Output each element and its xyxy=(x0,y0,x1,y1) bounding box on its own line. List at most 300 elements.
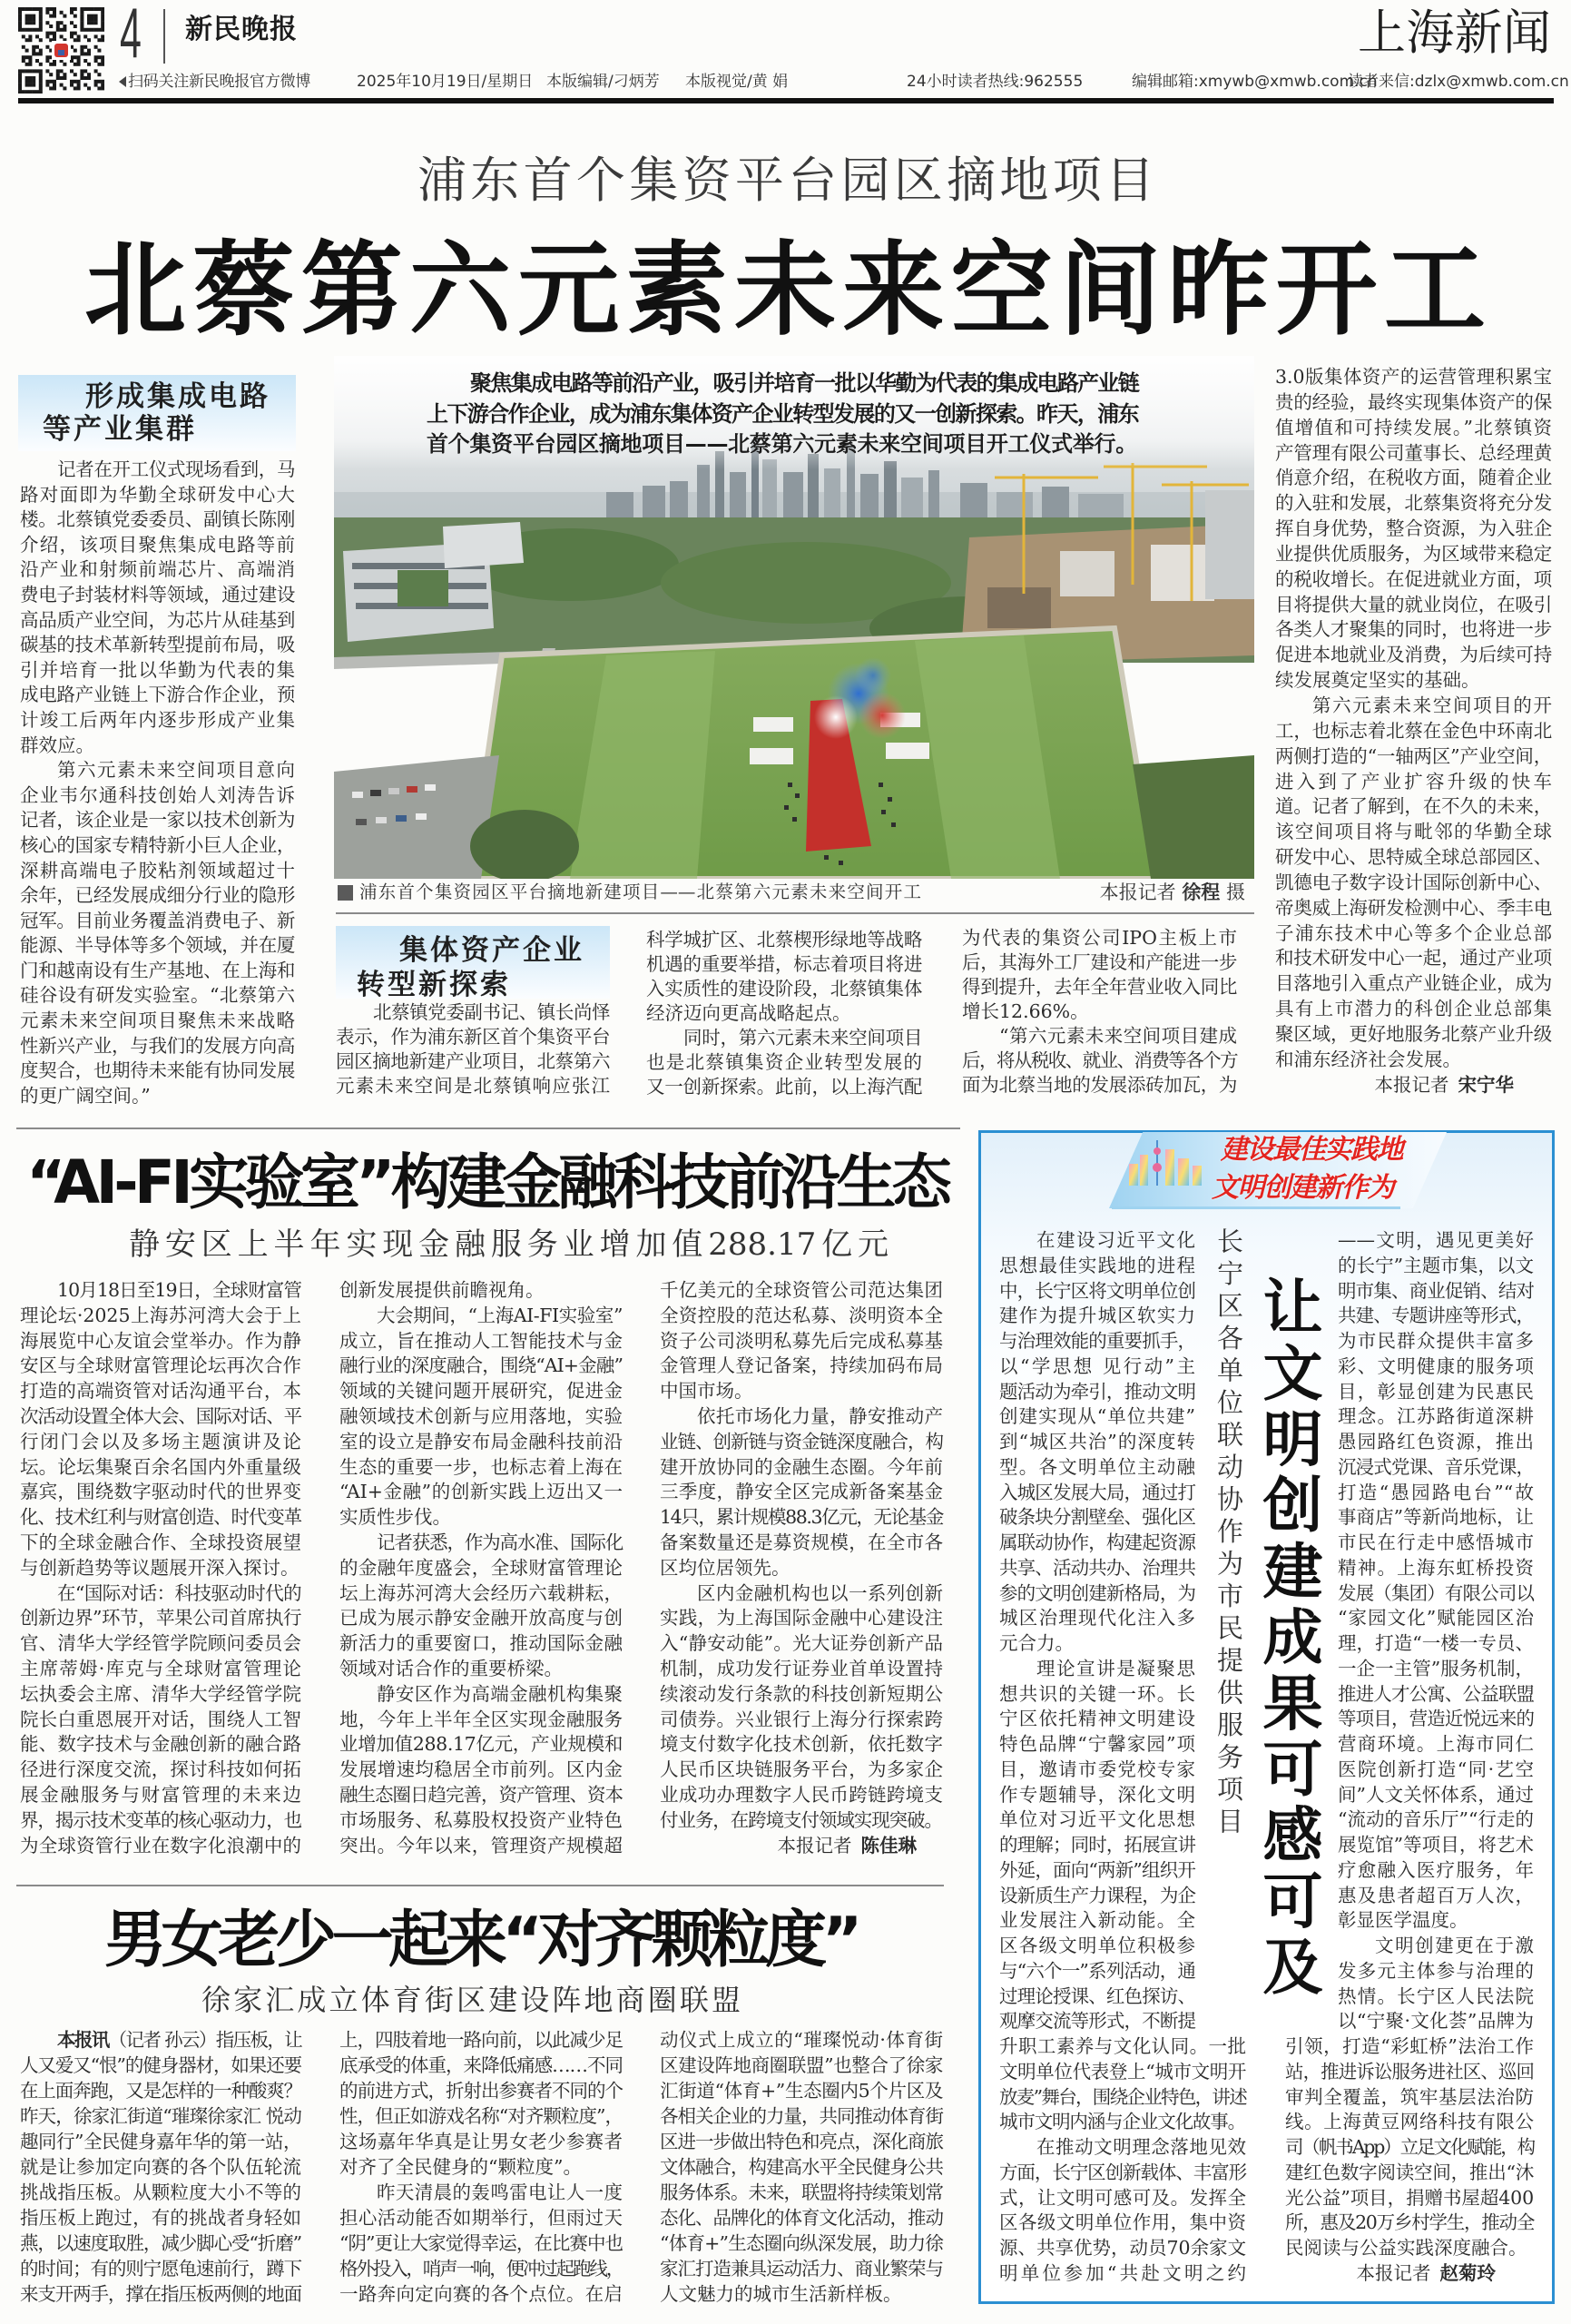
text-line: 对齐了全民健身的“颗粒度”。 xyxy=(339,2156,582,2178)
text-line: 发多元主体参与治理的 xyxy=(1338,1959,1534,1982)
text-line: 资子公司淡明私募先后完成私募基 xyxy=(660,1329,943,1352)
skyline-building xyxy=(1129,1164,1138,1186)
text-line: 推进人才公寓、公益联盟 xyxy=(1338,1682,1534,1705)
text-line: 挥自身优势，整合资源，为入驻企 xyxy=(1275,517,1552,540)
qr-module xyxy=(101,11,104,15)
text-line: 家汇打造兼具运动活力、商业繁荣与 xyxy=(660,2258,943,2280)
qr-module xyxy=(39,76,43,80)
subhead-box xyxy=(18,375,296,451)
text-line: 中，长宁区将文明单位创 xyxy=(999,1279,1195,1302)
text-line: 机制，成功发行证券业首单设置持 xyxy=(660,1657,943,1679)
dateline-line xyxy=(20,2027,301,2053)
person xyxy=(879,783,883,787)
text-line: 帝奥威上海研发检测中心、季丰电 xyxy=(1275,896,1552,919)
qr-module xyxy=(60,84,64,87)
qr-module xyxy=(94,55,98,59)
qr-module xyxy=(45,32,49,35)
qr-module xyxy=(83,84,87,87)
qr-module xyxy=(74,7,77,11)
qr-module xyxy=(53,63,56,66)
qr-module xyxy=(70,84,74,87)
text-line: 千亿美元的全球资管公司范达集团 xyxy=(660,1279,943,1301)
foundation-pit xyxy=(987,587,1051,628)
text-line: 后，其海外工厂建设和产能进一步 xyxy=(962,950,1237,973)
text-line: 记者在开工仪式现场看到，马 xyxy=(57,458,295,480)
text-line: 人又爱又“恨”的健身器材，如果还要 xyxy=(20,2054,301,2076)
text-line: 为代表的集资公司IPO主板上市 xyxy=(962,926,1237,949)
qr-module xyxy=(32,69,35,73)
text-line: 安区与全球财富管理论坛再次合作 xyxy=(20,1354,301,1377)
qr-module xyxy=(39,49,43,53)
dateline: 本报讯 xyxy=(57,2029,109,2051)
qr-module xyxy=(18,28,22,32)
qr-module xyxy=(80,76,83,80)
text-line: 10月18日至19日，全球财富管 xyxy=(57,1279,301,1301)
qr-caption: 扫码关注新民晚报官方微博 xyxy=(128,73,310,91)
qr-module xyxy=(32,84,35,87)
qr-module xyxy=(18,21,22,25)
qr-module xyxy=(101,28,104,32)
qr-module xyxy=(101,86,104,90)
text-line: 碳基的技术革新转型提前布局，吸 xyxy=(20,634,295,656)
qr-module xyxy=(74,86,77,90)
text-line: 院长白重恩展开对话，围绕人工智 xyxy=(20,1708,301,1730)
text-line: 坛执委会主席、清华大学经管学院 xyxy=(20,1682,301,1705)
text-line: 审判全覆盖，筑牢基层法治防 xyxy=(1285,2085,1534,2108)
car xyxy=(356,819,367,825)
text-line: 业增加值288.17亿元，产业规模和 xyxy=(339,1733,623,1756)
byline xyxy=(660,1834,943,1859)
qr-module xyxy=(18,69,22,73)
text-line: 静安区作为高端金融机构集聚 xyxy=(377,1682,623,1705)
qr-module xyxy=(97,80,101,84)
qr-module xyxy=(87,63,91,66)
text-line: “流动的音乐厅”“行走的 xyxy=(1338,1808,1534,1831)
qr-module xyxy=(101,63,104,66)
qr-module xyxy=(22,45,25,49)
qr-module xyxy=(32,15,35,18)
qr-module xyxy=(49,15,53,18)
qr-module xyxy=(97,7,101,11)
text-line: 方面，长宁区创新载体、丰富形 xyxy=(999,2161,1246,2183)
text-line: 态化、品牌化的体育文化活动，推动 xyxy=(660,2207,943,2229)
text-line: 业链、创新链与资金链深度融合，构 xyxy=(660,1430,943,1452)
qr-module xyxy=(87,49,91,53)
qr-module xyxy=(45,34,49,38)
fitness-column-2 xyxy=(339,2027,623,2307)
qr-module xyxy=(94,7,98,11)
text-line: 以“学思想 见行动”主 xyxy=(999,1354,1195,1377)
text-line: 核心的国家专精特新小巨人企业， xyxy=(20,833,295,856)
text-line: 汇街道“体育+”生态圈内5个片区及 xyxy=(660,2080,943,2102)
text-line: 径进行深度交流，探讨科技如何拓 xyxy=(20,1758,301,1781)
qr-module xyxy=(25,49,29,53)
qr-module xyxy=(25,63,29,66)
main-headline: 北蔡第六元素未来空间昨开工 xyxy=(84,231,1486,350)
car xyxy=(370,790,381,796)
photo-credit-suffix: 摄 xyxy=(1226,881,1245,903)
text-line: 文体融合，构建高水平全民健身公共 xyxy=(660,2156,943,2178)
text-line: 以“宁聚·文化荟”品牌为 xyxy=(1338,2010,1534,2033)
qr-module xyxy=(22,7,25,11)
text-line: 群效应。 xyxy=(20,734,94,756)
qr-module xyxy=(18,80,22,84)
text-line: 俏意介绍，在税收方面，随着企业 xyxy=(1275,467,1552,489)
text-line: 与创新趋势等议题展开深入探讨。 xyxy=(20,1556,299,1579)
text-line: 城市文明内涵与企业文化故事。 xyxy=(999,2111,1245,2133)
qr-module xyxy=(25,17,29,21)
text-line: 到“城区共治”的深度转 xyxy=(999,1431,1195,1452)
qr-module xyxy=(60,11,64,15)
ai-fi-column-2 xyxy=(339,1278,623,1858)
text-line: 文明创建更在于激 xyxy=(1375,1935,1534,1956)
text-line: 入“静安动能”。光大证券创新产品 xyxy=(660,1632,943,1655)
qr-module xyxy=(91,15,94,18)
text-line: 同时，第六元素未来空间项目 xyxy=(683,1026,922,1049)
text-line: 人民币区块链服务平台，为多家企 xyxy=(660,1758,943,1781)
qr-module xyxy=(80,73,83,76)
text-line: 放麦”舞台，围绕企业特色，讲述 xyxy=(999,2085,1246,2108)
qr-module xyxy=(60,28,64,32)
text-line: 第六元素未来空间项目意向 xyxy=(57,759,295,782)
qr-module xyxy=(60,76,64,80)
qr-module xyxy=(87,7,91,11)
banner-line: 文明创建新作为 xyxy=(1212,1172,1393,1204)
text-line: “AI+金融”的创新实践上迈出又一 xyxy=(339,1481,623,1503)
text-line: 所，惠及20万乡村学生，推动全 xyxy=(1285,2211,1534,2234)
section-rule xyxy=(16,1885,944,1886)
qr-module xyxy=(77,86,81,90)
text-line: 中国市场。 xyxy=(660,1380,753,1403)
ai-fi-subtitle: 静安区上半年实现金融服务业增加值288.17亿元 xyxy=(129,1226,889,1263)
page-editor: 本版编辑/刁炳芳 xyxy=(546,73,660,91)
text-line: 就是让参加定向赛的各个队伍轮流 xyxy=(20,2156,301,2178)
text-line: 聚区域，更好地服务北蔡产业升级 xyxy=(1275,1022,1552,1045)
qr-module xyxy=(94,80,98,84)
qr-module xyxy=(25,69,29,73)
building xyxy=(901,478,923,524)
person xyxy=(881,810,886,814)
qr-module xyxy=(28,63,32,66)
qr-module xyxy=(28,90,32,94)
text-line: 站，推进诉讼服务进社区、巡回 xyxy=(1285,2060,1534,2083)
text-line: 深耕高端电子胶粘剂领域超过十 xyxy=(20,859,295,881)
qr-module xyxy=(35,28,39,32)
car xyxy=(388,788,399,794)
qr-module xyxy=(32,17,35,21)
text-line: 的理解；同时，拓展宣讲 xyxy=(999,1834,1195,1856)
text-line: 记者获悉，作为高水准、国际化 xyxy=(377,1531,623,1553)
qr-module xyxy=(87,52,91,55)
text-line: 格外投入，哨声一响，便冲过起跑线， xyxy=(339,2258,623,2280)
text-line: 元素未来空间项目聚焦未来战略 xyxy=(20,1009,295,1032)
text-line: 增长12.66%。 xyxy=(962,1000,1089,1022)
reader-hotline: 24小时读者热线:962555 xyxy=(907,73,1084,91)
text-line: 在上面奔跑，又是怎样的一种酸爽？ xyxy=(20,2080,301,2102)
qr-module xyxy=(101,25,104,28)
text-line: 作专题辅导，深化文明 xyxy=(999,1783,1195,1806)
qr-module xyxy=(35,69,39,73)
text-line: 挑战指压板。从颗粒度大小不等的 xyxy=(20,2181,301,2203)
text-line: 余年，已经发展成细分行业的隐形 xyxy=(20,884,295,907)
text-line: 沿产业和射频前端芯片、高端消 xyxy=(20,558,295,581)
tall-building xyxy=(1205,490,1254,599)
qr-module xyxy=(39,84,43,87)
text-line: 担心活动能否如期举行，但雨过天 xyxy=(339,2207,623,2229)
text-line: 大会期间，“上海AI-FI实验室” xyxy=(377,1304,623,1326)
qr-module xyxy=(18,15,22,18)
fitness-column-1 xyxy=(20,2027,301,2307)
qr-module xyxy=(87,28,91,32)
fitness-column-3 xyxy=(660,2027,943,2307)
text-line: 子浦东技术中心等多个企业总部 xyxy=(1275,921,1552,944)
qr-module xyxy=(22,28,25,32)
qr-module xyxy=(97,73,101,76)
text-line: 费电子封装材料等领域，通过建设 xyxy=(20,583,295,606)
qr-module xyxy=(94,45,98,49)
text-line: 观摩交流等形式，不断提 xyxy=(999,2010,1195,2033)
qr-module xyxy=(49,25,53,28)
ai-fi-headline: “AI-FI实验室”构建金融科技前沿生态 xyxy=(26,1147,948,1217)
text-line: 共建、专题讲座等形式， xyxy=(1338,1305,1534,1327)
text-line: 思想最佳实践地的进程 xyxy=(999,1254,1195,1276)
qr-module xyxy=(70,11,74,15)
ai-fi-column-3 xyxy=(660,1278,943,1834)
text-line: 实践，为上海国际金融中心建设注 xyxy=(660,1607,943,1630)
text-line: 官、清华大学经管学院顾问委员会 xyxy=(20,1632,301,1655)
text-line: 一企一主管”服务机制， xyxy=(1338,1657,1534,1679)
text-line: 目将提供大量的就业岗位，在吸引 xyxy=(1275,593,1552,615)
qr-module xyxy=(70,7,74,11)
car xyxy=(396,815,407,822)
qr-module xyxy=(28,38,32,42)
text-line: 各相关企业的力量，共同推动体育街 xyxy=(660,2105,943,2127)
text-line: 发展（集团）有限公司以 xyxy=(1338,1581,1534,1604)
qr-module xyxy=(49,63,53,66)
text-line: 指压板上跑过，有的挑战者身轻如 xyxy=(20,2207,301,2229)
qr-module xyxy=(28,15,32,18)
text-line: 创建实现从“单位共建” xyxy=(999,1405,1195,1428)
qr-module xyxy=(80,45,83,49)
text-line: 建作为提升城区软实力 xyxy=(999,1305,1195,1327)
qr-module xyxy=(28,28,32,32)
text-line: 沉浸式党课、音乐党课， xyxy=(1338,1455,1534,1478)
qr-module xyxy=(18,11,22,15)
text-line: 主席蒂姆·库克与全球财富管理论 xyxy=(20,1657,301,1679)
qr-logo-mark xyxy=(58,50,64,55)
sub-column-c xyxy=(962,926,1237,1098)
byline-prefix: 本报记者 xyxy=(1356,2261,1431,2284)
qr-module xyxy=(77,84,81,87)
text-line: 昨天清晨的轰鸣雷电让人一度 xyxy=(377,2181,623,2203)
qr-module xyxy=(80,25,83,28)
qr-module xyxy=(74,15,77,18)
qr-module xyxy=(77,80,81,84)
building xyxy=(824,468,840,524)
text-line: 业发展注入新动能。全 xyxy=(999,1909,1195,1932)
text-line: 彰显医学温度。 xyxy=(1338,1909,1468,1932)
subhead-line: 集体资产企业 xyxy=(399,934,584,967)
qr-module xyxy=(83,59,87,63)
text-line: 楼。北蔡镇党委委员、副镇长陈刚 xyxy=(20,508,295,531)
person xyxy=(788,783,792,787)
text-line: 发展增速均稳居全市前列。区内金 xyxy=(339,1758,623,1781)
text-line: 燕，以速度取胜，减少脚心受“折磨” xyxy=(20,2232,301,2254)
byline-prefix: 本报记者 xyxy=(777,1834,852,1856)
qr-module xyxy=(56,28,60,32)
text-line: 付业务，在跨境支付领域实现突破。 xyxy=(660,1808,942,1831)
qr-module xyxy=(56,69,60,73)
text-line: 城区治理现代化注入多 xyxy=(999,1607,1195,1630)
text-line: 为全球资管行业在数字化浪潮中的 xyxy=(20,1834,301,1856)
text-line: 的金融年度盛会，全球财富管理论 xyxy=(339,1556,623,1579)
text-line: 升职工素养与文化认同。一批 xyxy=(999,2035,1246,2057)
qr-module xyxy=(87,86,91,90)
text-line: 为市民群众提供丰富多 xyxy=(1338,1330,1534,1352)
text-line: 续滚动发行条款的科技创新短期公 xyxy=(660,1682,943,1705)
qr-module xyxy=(80,28,83,32)
text-line: 的更广阔空间。” xyxy=(20,1084,151,1107)
qr-module xyxy=(32,52,35,55)
qr-module xyxy=(91,7,94,11)
text-line: 具有上市潜力的科创企业总部集 xyxy=(1275,998,1552,1020)
qr-module xyxy=(83,52,87,55)
person xyxy=(784,805,789,810)
text-line: 性新兴产业，与我们的发展方向高 xyxy=(20,1034,295,1057)
text-line: 全资控股的范达私募、淡明资本全 xyxy=(660,1304,943,1326)
text-line: 突出。今年以来，管理资产规模超 xyxy=(339,1834,623,1856)
qr-module xyxy=(49,80,53,84)
photo-credit-prefix: 本报记者 xyxy=(1099,881,1176,903)
qr-module xyxy=(94,15,98,18)
text-line: 单位对习近平文化思想 xyxy=(999,1808,1195,1831)
text-line: 与“六个一”系列活动，通 xyxy=(999,1959,1195,1982)
text-line: 明市集、商业促销、结对 xyxy=(1338,1279,1534,1302)
text-line: 上，四肢着地一路向前，以此减少足 xyxy=(339,2029,623,2051)
person xyxy=(792,817,797,822)
text-line: 首个集资平台园区摘地项目——北蔡第六元素未来空间项目开工仪式举行。 xyxy=(427,431,1137,457)
text-line: 理论宣讲是凝聚思 xyxy=(1036,1657,1195,1679)
text-line: 得到提升，去年全年营业收入同比 xyxy=(962,975,1237,998)
text-line: 度契合，也期待未来能有协同发展 xyxy=(20,1059,295,1082)
qr-module xyxy=(94,28,98,32)
text-line: 融行业的深度融合，围绕“AI+金融” xyxy=(339,1354,623,1377)
text-line: 引并培育一批以华勤为代表的集 xyxy=(20,658,295,681)
qr-module xyxy=(101,84,104,87)
text-line: 上下游合作企业，成为浦东集体资产企业转型发展的又一创新探索。昨天，浦东 xyxy=(427,400,1138,427)
dateline-rest: （记者 孙云）指压板，让 xyxy=(108,2029,301,2051)
editor-email: 编辑邮箱:xmywb@xmwb.com.cn xyxy=(1132,73,1378,91)
qr-module xyxy=(25,38,29,42)
building xyxy=(860,474,879,524)
qr-module xyxy=(25,21,29,25)
qr-module xyxy=(25,7,29,11)
qr-module xyxy=(97,55,101,59)
text-line: 司（帆书App）立足文化赋能，构 xyxy=(1285,2136,1534,2158)
text-line: 源、共享优势，动员70余家文 xyxy=(999,2237,1247,2259)
text-line: 企业韦尔通科技创始人刘涛告诉 xyxy=(20,783,295,806)
text-line: 与治理效能的重要抓手， xyxy=(999,1330,1195,1352)
text-line: 建红色数字阅读空间，推出“沐 xyxy=(1285,2161,1534,2183)
qr-module xyxy=(39,73,43,76)
qr-module xyxy=(28,34,32,38)
text-line: 成电路产业链上下游合作企业，预 xyxy=(20,684,295,706)
text-line: 经济迈向更高战略起点。 xyxy=(646,1001,851,1024)
left-column xyxy=(20,458,295,1108)
text-line: 在推动文明理念落地见效 xyxy=(1036,2136,1246,2158)
qr-module xyxy=(74,49,77,53)
qr-module xyxy=(53,84,56,87)
qr-module xyxy=(70,32,74,35)
text-line: 融生态圈日趋完善，资产管理、资本 xyxy=(339,1783,623,1806)
qr-module xyxy=(83,7,87,11)
qr-module xyxy=(101,21,104,25)
qr-module xyxy=(18,73,22,76)
qr-module xyxy=(32,45,35,49)
text-line: 区均位居领先。 xyxy=(660,1556,790,1579)
text-line: 第六元素未来空间项目的开 xyxy=(1312,694,1552,716)
qr-module xyxy=(28,21,32,25)
text-line: 打造的高端资管对话沟通平台，本 xyxy=(20,1380,301,1403)
skyline-building xyxy=(1165,1149,1174,1186)
qr-module xyxy=(53,11,56,15)
qr-module xyxy=(83,76,87,80)
lead-paragraph xyxy=(427,369,1138,460)
qr-module xyxy=(56,73,60,76)
tree-mass xyxy=(1133,755,1254,879)
section-title: 上海新闻 xyxy=(1358,5,1551,61)
text-line: 实质性步伐。 xyxy=(339,1506,451,1529)
qr-code xyxy=(18,7,104,94)
qr-module xyxy=(77,34,81,38)
text-line: 金管理人登记备案，持续加码布局 xyxy=(660,1354,943,1377)
qr-module xyxy=(56,21,60,25)
pearl-tower-sphere xyxy=(1154,1147,1161,1155)
photo-credit xyxy=(1044,881,1245,904)
skyline-building xyxy=(1140,1155,1148,1186)
photo-caption: 浦东首个集资园区平台摘地新建项目——北蔡第六元素未来空间开工 xyxy=(359,881,921,902)
qr-module xyxy=(18,86,22,90)
text-line: 打造“愚园路电台”“故 xyxy=(1338,1481,1534,1503)
courtyard xyxy=(398,570,448,606)
byline-name: 宋宁华 xyxy=(1458,1074,1514,1096)
qr-module xyxy=(45,59,49,63)
skyline-building xyxy=(1193,1166,1202,1186)
text-line: 的时间；有的则宁愿龟速前行，蹲下 xyxy=(20,2258,301,2280)
qr-module xyxy=(63,63,66,66)
text-line: 间”人文关怀体系，通过 xyxy=(1338,1783,1534,1806)
text-line: 面为北蔡当地的发展添砖加瓦，为 xyxy=(962,1073,1237,1096)
qr-module xyxy=(39,90,43,94)
qr-module xyxy=(53,80,56,84)
text-line: 冠军。目前业务覆盖消费电子、新 xyxy=(20,909,295,931)
qr-module xyxy=(39,38,43,42)
byline xyxy=(1285,2261,1534,2287)
qr-module xyxy=(53,7,56,11)
qr-module xyxy=(87,76,91,80)
subhead-line: 形成集成电路 xyxy=(85,380,270,413)
text-line: 理，打造“一楼一专员、 xyxy=(1338,1632,1534,1654)
qr-module xyxy=(35,45,39,49)
qr-module xyxy=(70,80,74,84)
text-line: 底承受的体重，来降低痛感……不同 xyxy=(339,2054,623,2076)
text-line: 能、数字技术与金融创新的融合路 xyxy=(20,1733,301,1756)
person xyxy=(839,861,843,865)
qr-module xyxy=(94,21,98,25)
qr-module xyxy=(28,76,32,80)
qr-module xyxy=(74,38,77,42)
qr-module xyxy=(45,55,49,59)
